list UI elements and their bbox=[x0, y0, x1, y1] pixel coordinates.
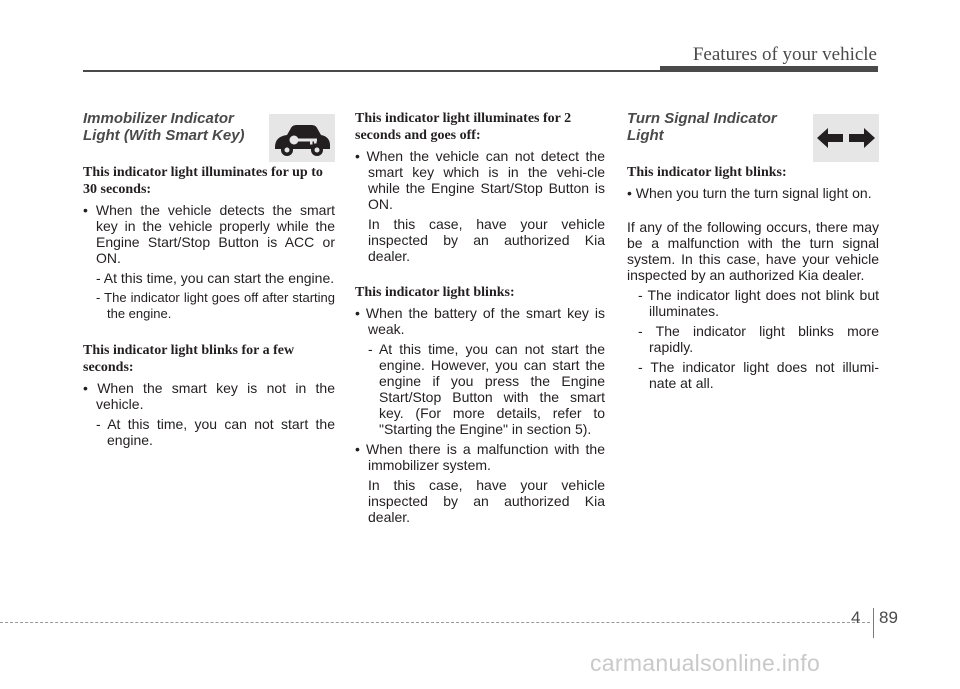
bullet-key-not-in-vehicle: • When the smart key is not in the vehicle. bbox=[83, 380, 335, 412]
footer-divider bbox=[873, 608, 874, 638]
watermark: carmanualsonline.info bbox=[590, 650, 821, 676]
heading-blinks-few-seconds: This indicator light blinks for a few seconds: bbox=[83, 343, 295, 375]
bullet-battery-weak: • When the battery of the smart key is weak. bbox=[355, 305, 605, 337]
column-immobilizer-cont bbox=[355, 110, 605, 529]
dash-can-not-start: - At this time, you can not start the engine. bbox=[96, 416, 335, 448]
bullet-can-not-detect: • When the vehicle can not detect the smart key which is in the vehi-cle while the Engine Start/Stop Button is ON. bbox=[355, 148, 605, 212]
immobilizer-car-key-icon bbox=[269, 114, 335, 162]
section-header-immobilizer bbox=[83, 110, 335, 164]
page-number: 89 bbox=[879, 608, 898, 627]
turn-signal-arrows-icon bbox=[813, 114, 879, 162]
heading-turn-blinks: This indicator light blinks: bbox=[627, 165, 787, 180]
bullet-smart-key-detected: • When the vehicle detects the smart key in the vehicle properly while the Engine Start/Stop Button is ACC or ON. bbox=[83, 202, 335, 266]
dash-not-illuminate: - The indicator light does not illumi-nate at all. bbox=[638, 359, 879, 391]
heading-illuminates-30s: This indicator light illuminates for up to 30 seconds: bbox=[83, 165, 323, 197]
heading-illuminates-2s: This indicator light illuminates for 2 seconds and goes off: bbox=[355, 111, 572, 143]
dash-not-blink: - The indicator light does not blink but illuminates. bbox=[638, 287, 879, 319]
dash-blinks-rapidly: - The indicator light blinks more rapidly. bbox=[638, 323, 879, 355]
dash-goes-off: - The indicator light goes off after starting the engine. bbox=[96, 290, 335, 321]
section-title-turn-signal: Turn Signal Indicator Light bbox=[627, 110, 777, 144]
section-title-immobilizer: Immobilizer Indicator Light (With Smart Key) bbox=[83, 110, 245, 144]
section-header-turn-signal bbox=[627, 110, 879, 164]
header-rule-accent bbox=[660, 66, 878, 71]
para-malfunction: If any of the following occurs, there may be a malfunction with the turn signal system. In this case, have your vehicle inspected by an authorized Kia dealer. bbox=[627, 219, 879, 283]
column-turn-signal bbox=[627, 110, 879, 395]
column-immobilizer bbox=[83, 110, 335, 452]
section-number: 4 bbox=[851, 608, 861, 627]
footer-rule bbox=[0, 622, 870, 623]
page-header-title: Features of your vehicle bbox=[692, 44, 877, 65]
heading-blinks: This indicator light blinks: bbox=[355, 285, 515, 300]
bullet-malfunction: • When there is a malfunction with the immobilizer system. bbox=[355, 441, 605, 473]
dash-start-with-key: - At this time, you can not start the engine. However, you can start the engine if you press the Engine Start/Stop Button with the smart key. (For more details, refer to "Starting the Engine" in section 5). bbox=[368, 341, 605, 437]
dash-can-start: - At this time, you can start the engine. bbox=[96, 270, 335, 286]
para-inspect-2: In this case, have your vehicle inspected by an authorized Kia dealer. bbox=[368, 477, 605, 525]
para-inspect-1: In this case, have your vehicle inspected by an authorized Kia dealer. bbox=[368, 216, 605, 264]
bullet-turn-on: • When you turn the turn signal light on. bbox=[627, 185, 872, 201]
